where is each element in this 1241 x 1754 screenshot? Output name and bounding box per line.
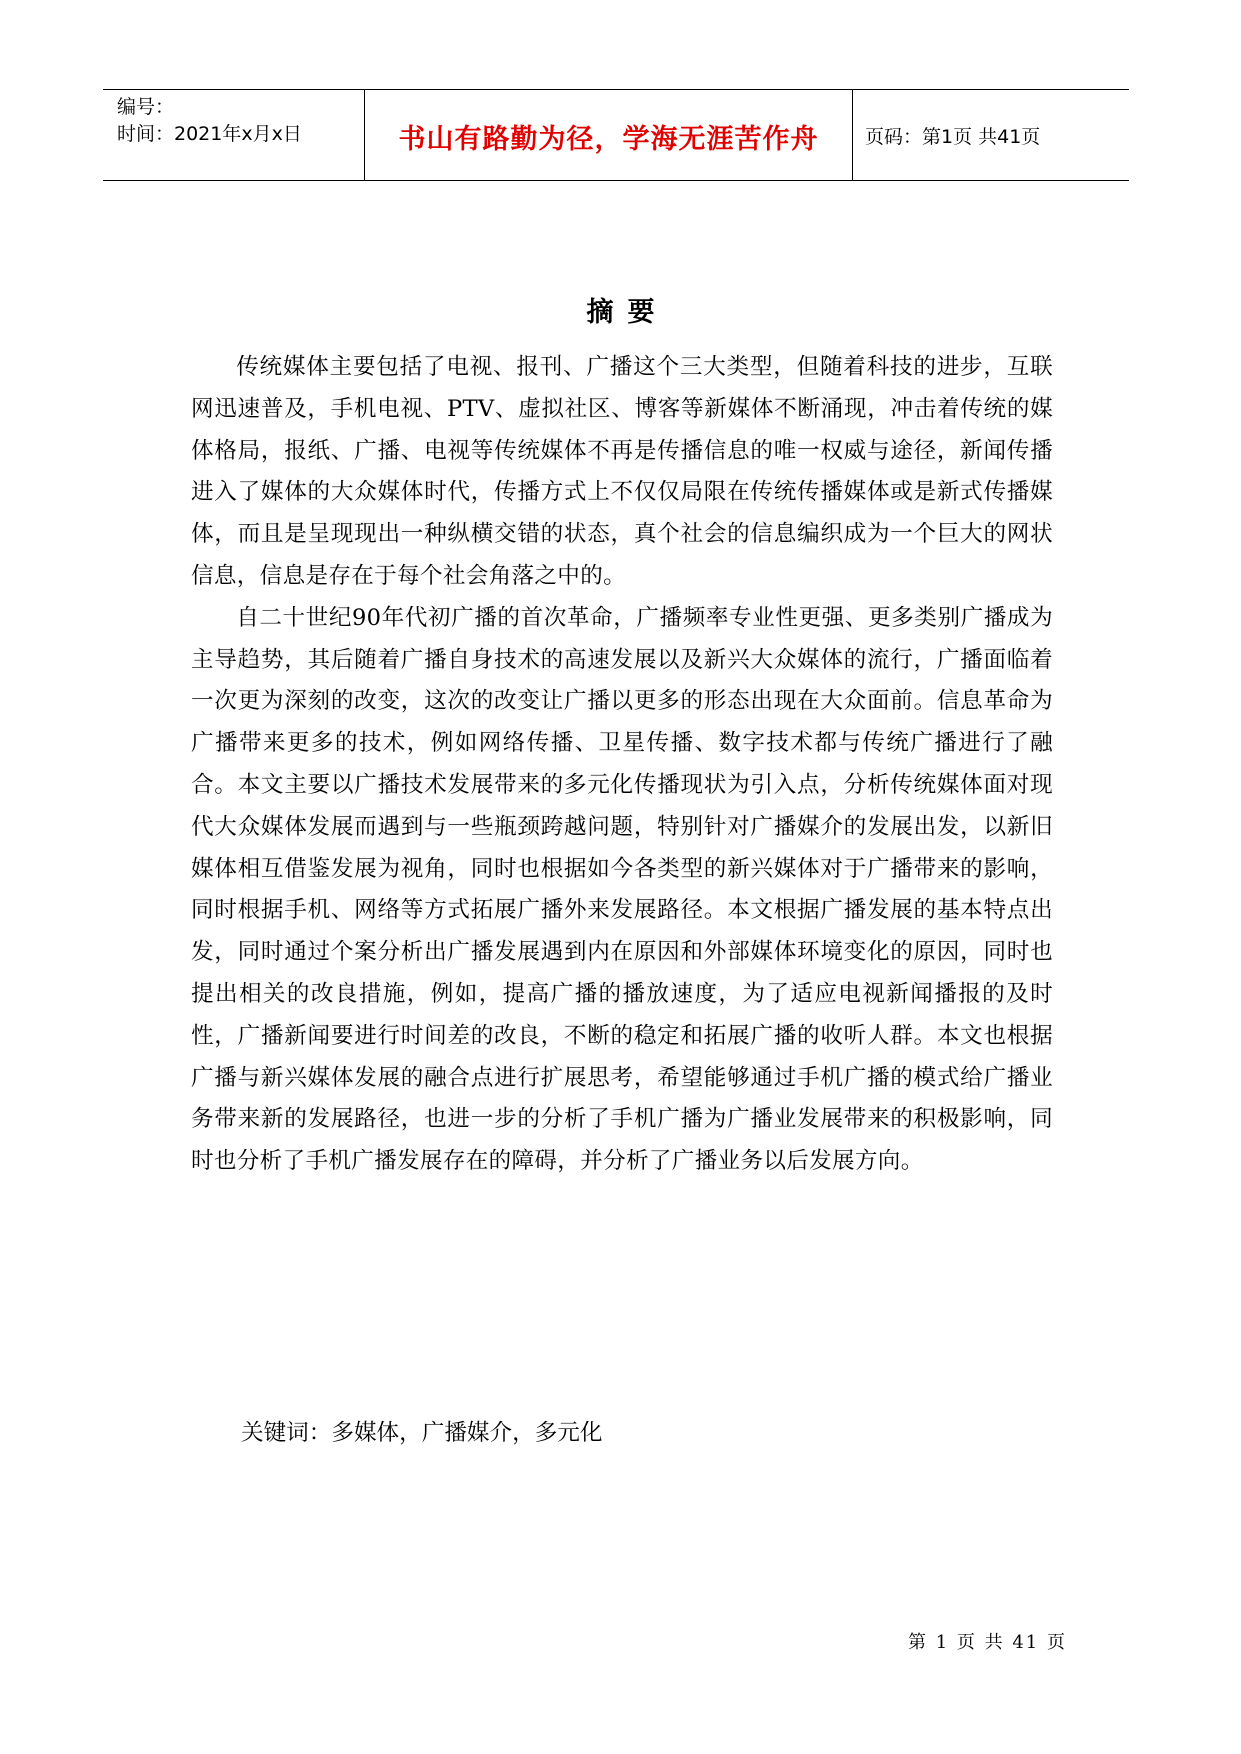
motto-text: 书山有路勤为径，学海无涯苦作舟 bbox=[398, 123, 819, 155]
serial-number-label: 编号： bbox=[117, 96, 175, 118]
abstract-title: 摘要 bbox=[586, 297, 669, 328]
header-motto-cell bbox=[365, 90, 853, 180]
header-meta-cell bbox=[103, 90, 365, 180]
header-page-info: 页码：第1页 共41页 bbox=[865, 125, 1041, 148]
abstract-body bbox=[191, 347, 1053, 1183]
page-header bbox=[103, 89, 1129, 181]
page-footer-number: 第 1 页 共 41 页 bbox=[908, 1632, 1067, 1653]
time-label: 时间：2021年x月x日 bbox=[117, 123, 302, 145]
header-page-cell bbox=[853, 90, 1129, 180]
keywords-line: 关键词：多媒体，广播媒介，多元化 bbox=[241, 1420, 603, 1446]
abstract-paragraph: 传统媒体主要包括了电视、报刊、广播这个三大类型，但随着科技的进步，互联网迅速普及，手机电视、PTV、虚拟社区、博客等新媒体不断涌现，冲击着传统的媒体格局，报纸、广播、电视等传统媒体不再是传播信息的唯一权威与途径，新闻传播进入了媒体的大众媒体时代，传播方式上不仅仅局限在传统传播媒体或是新式传播媒体，而且是呈现现出一种纵横交错的状态，真个社会的信息编织成为一个巨大的网状信息，信息是存在于每个社会角落之中的。 bbox=[191, 354, 1053, 589]
abstract-paragraph: 自二十世纪90年代初广播的首次革命，广播频率专业性更强、更多类别广播成为主导趋势，其后随着广播自身技术的高速发展以及新兴大众媒体的流行，广播面临着一次更为深刻的改变，这次的改变让广播以更多的形态出现在大众面前。信息革命为广播带来更多的技术，例如网络传播、卫星传播、数字技术都与传统广播进行了融合。本文主要以广播技术发展带来的多元化传播现状为引入点，分析传统媒体面对现代大众媒体发展而遇到与一些瓶颈跨越问题，特别针对广播媒介的发展出发，以新旧媒体相互借鉴发展为视角，同时也根据如今各类型的新兴媒体对于广播带来的影响，同时根据手机、网络等方式拓展广播外来发展路径。本文根据广播发展的基本特点出发，同时通过个案分析出广播发展遇到内在原因和外部媒体环境变化的原因，同时也提出相关的改良措施，例如，提高广播的播放速度，为了适应电视新闻播报的及时性，广播新闻要进行时间差的改良，不断的稳定和拓展广播的收听人群。本文也根据广播与新兴媒体发展的融合点进行扩展思考，希望能够通过手机广播的模式给广播业务带来新的发展路径，也进一步的分析了手机广播为广播业发展带来的积极影响，同时也分析了手机广播发展存在的障碍，并分析了广播业务以后发展方向。 bbox=[191, 604, 1053, 1175]
